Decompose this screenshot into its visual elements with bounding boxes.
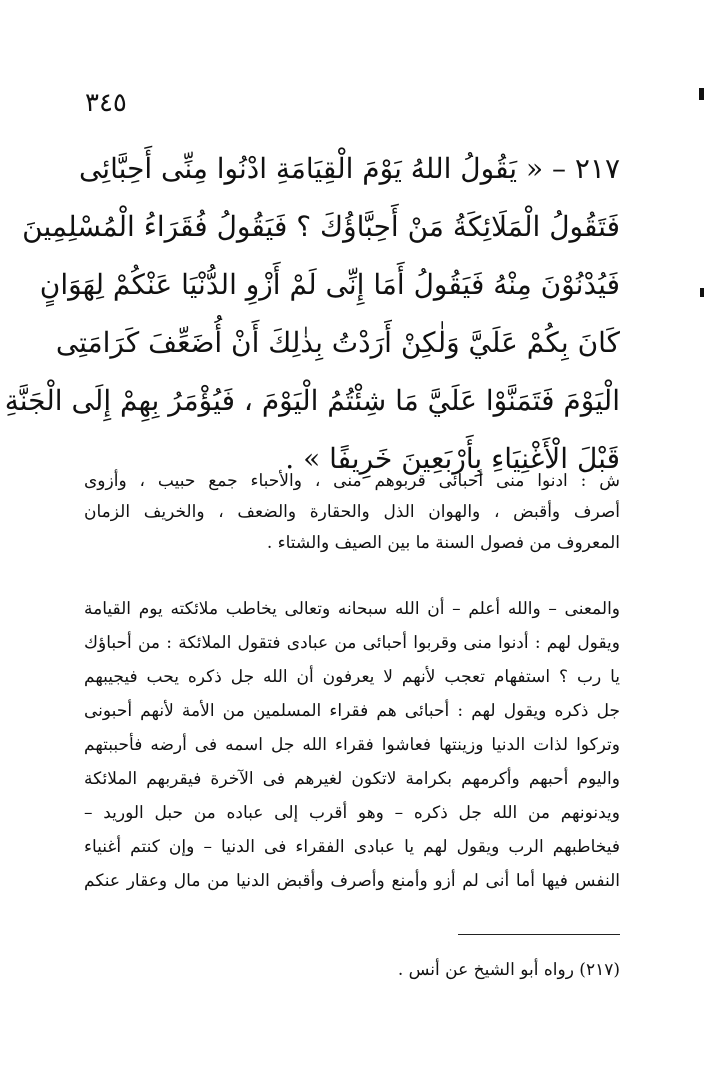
commentary-line: أصرف وأقبض ، والهوان الذل والحقارة والضعف ، والخريف الزمان — [84, 502, 620, 522]
meaning-line: النفس فيها أما أنى لم أزو وأمنع وأصرف وأقبض الدنيا من مال وعقار عنكم — [84, 871, 620, 891]
hadith-line: فَتَقُولُ الْمَلَائِكَةُ مَنْ أَحِبَّاؤُكَ ؟ فَيَقُولُ فُقَرَاءُ الْمُسْلِمِينَ — [22, 210, 620, 243]
meaning-line: واليوم أحبهم وأكرمهم بكرامة لاتكون لغيرهم فى الآخرة فيقربهم الملائكة — [84, 769, 620, 789]
commentary-text — [84, 466, 620, 559]
page-number: ٣٤٥ — [85, 88, 127, 118]
hadith-line: كَانَ بِكُمْ عَلَيَّ وَلٰكِنْ أَرَدْتُ بِذٰلِكَ أَنْ أُضَعِّفَ كَرَامَتِى — [55, 326, 620, 359]
hadith-line: الْيَوْمَ فَتَمَنَّوْا عَلَيَّ مَا شِئْتُمُ الْيَوْمَ ، فَيُؤْمَرُ بِهِمْ إِلَى الْجَنَّةِ — [4, 384, 620, 417]
hadith-text — [4, 140, 620, 488]
footnote-divider — [458, 934, 620, 935]
meaning-line: ويقول لهم : أدنوا منى وقربوا أحبائى من عبادى فتقول الملائكة : من أحباؤك — [84, 633, 620, 653]
meaning-line: فيخاطبهم الرب ويقول لهم يا عبادى الفقراء فى الدنيا – وإن كنتم أغنياء — [84, 837, 620, 857]
edge-mark — [700, 288, 704, 297]
meaning-line: ويدنونهم من الله جل ذكره – وهو أقرب إلى عباده من حبل الوريد – — [84, 803, 620, 823]
meaning-line: وتركوا لذات الدنيا وزينتها فعاشوا فقراء الله جل اسمه فى أرضه فأحببتهم — [84, 735, 620, 755]
meaning-text — [84, 592, 620, 898]
hadith-line: قَبْلَ الْأَغْنِيَاءِ بِأَرْبَعِينَ خَرِيفًا » . — [285, 442, 620, 475]
commentary-line: المعروف من فصول السنة ما بين الصيف والشتاء . — [266, 533, 620, 553]
footnote: (٢١٧) رواه أبو الشيخ عن أنس . — [397, 960, 620, 980]
meaning-line: والمعنى – والله أعلم – أن الله سبحانه وتعالى يخاطب ملائكته يوم القيامة — [84, 599, 620, 619]
meaning-line: يا رب ؟ استفهام تعجب لأنهم لا يعرفون أن الله جل ذكره يحب فيجيبهم — [84, 667, 620, 687]
hadith-line: ٢١٧ – « يَقُولُ اللهُ يَوْمَ الْقِيَامَةِ ادْنُوا مِنِّى أَحِبَّائِى — [78, 152, 620, 185]
meaning-line: جل ذكره ويقول لهم : أحبائى هم فقراء المسلمين من الأمة لأنهم أحبونى — [84, 701, 620, 721]
hadith-line: فَيُدْنُوْنَ مِنْهُ فَيَقُولُ أَمَا إِنِّى لَمْ أَزْوِ الدُّنْيَا عَنْكُمْ لِهَوَانٍ — [39, 268, 620, 301]
commentary-line: ش : ادنوا منى أحبائى قربوهم منى ، والأحباء جمع حبيب ، وأزوى — [84, 471, 620, 491]
edge-mark — [699, 88, 704, 100]
